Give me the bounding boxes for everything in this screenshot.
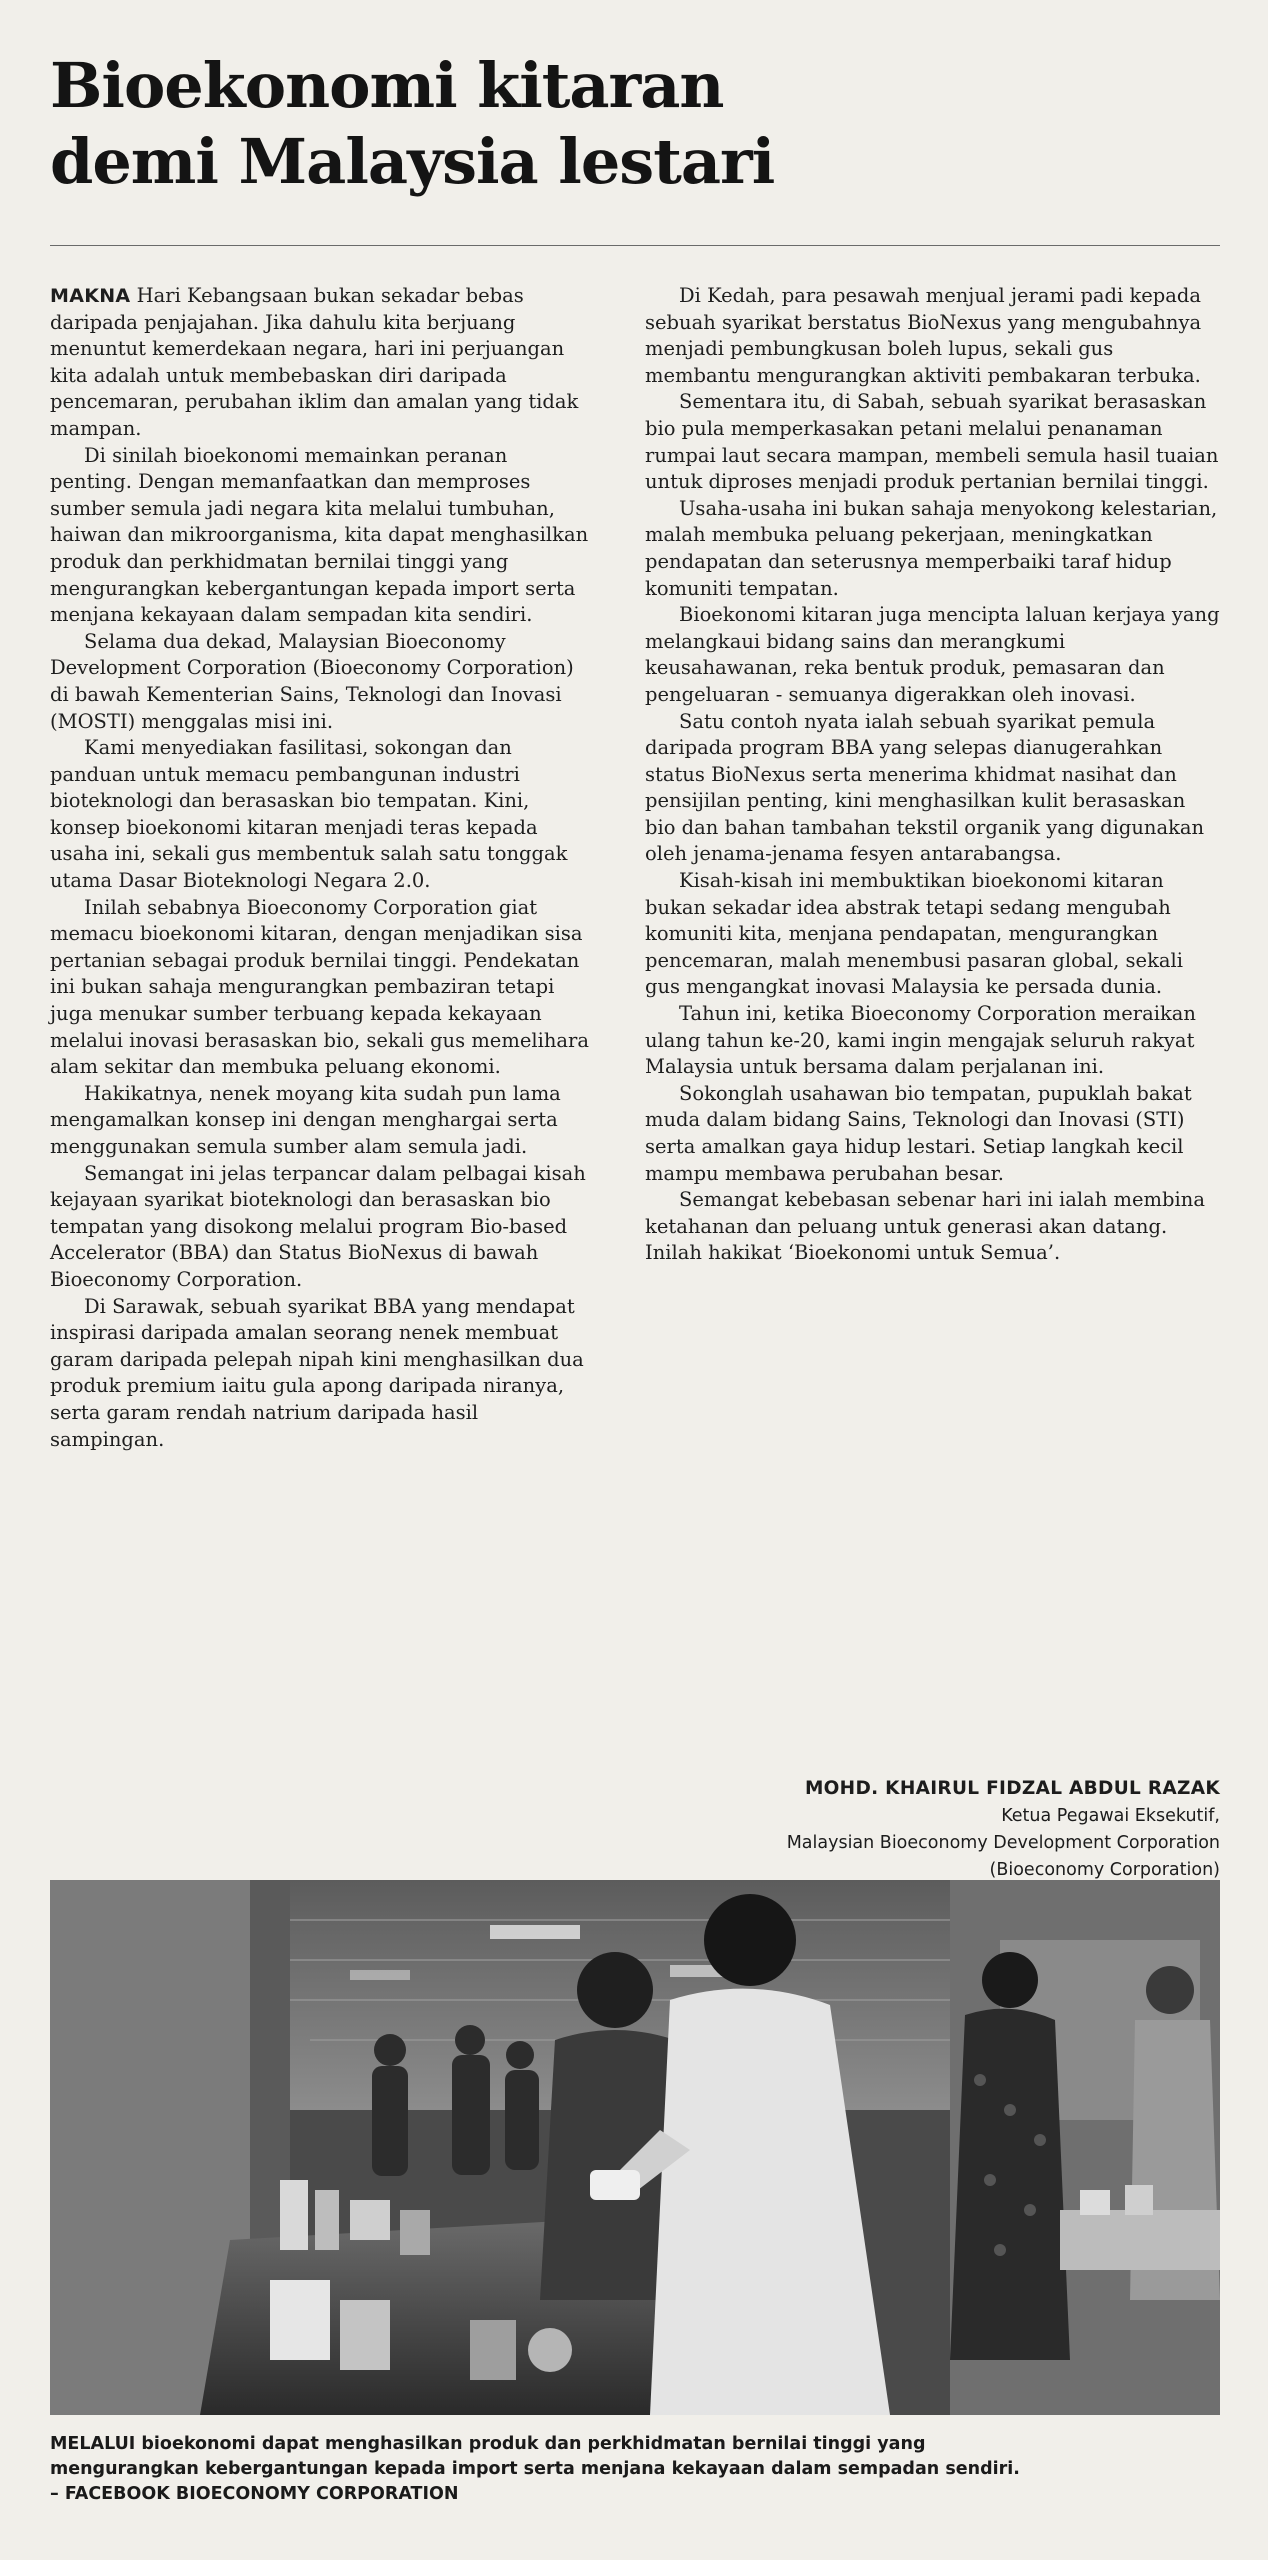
paragraph: Di Kedah, para pesawah menjual jerami padi kepada sebuah syarikat berstatus BioNexus yang mengubahnya menjadi pembungkusan boleh lupus, sekali gus membantu mengurangkan aktiviti pembakaran terbuka. <box>645 284 1202 387</box>
paragraph: Kisah-kisah ini membuktikan bioekonomi kitaran bukan sekadar idea abstrak tetapi sedang mengubah komuniti kita, menjana pendapatan, mengurangkan pencemaran, malah menembusi pasaran global, sekali gus mengangkat inovasi Malaysia ke persada dunia. <box>645 869 1184 999</box>
photo-illustration <box>50 1880 1220 2415</box>
paragraph: Sementara itu, di Sabah, sebuah syarikat berasaskan bio pula memperkasakan petani melalui penanaman rumpai laut secara mampan, membeli semula hasil tuaian untuk diproses menjadi produk pertanian bernilai tinggi. <box>645 390 1219 494</box>
caption-line-2: mengurangkan kebergantungan kepada import serta menjana kekayaan dalam sempadan sendiri. <box>50 2459 1020 2479</box>
paragraph: Tahun ini, ketika Bioeconomy Corporation meraikan ulang tahun ke-20, kami ingin mengajak seluruh rakyat Malaysia untuk bersama dalam perjalanan ini. <box>645 1002 1196 1079</box>
headline-line-2: demi Malaysia lestari <box>50 125 775 198</box>
paragraph: Semangat kebebasan sebenar hari ini ialah membina ketahanan dan peluang untuk generasi akan datang. Inilah hakikat ‘Bioekonomi untuk Semua’. <box>645 1188 1205 1265</box>
paragraph-text: Hari Kebangsaan bukan sekadar bebas daripada penjajahan. Jika dahulu kita berjuang menuntut kemerdekaan negara, hari ini perjuangan kita adalah untuk membebaskan diri daripada pencemaran, perubahan iklim dan amalan yang tidak mampan. <box>50 284 579 440</box>
article-photo <box>50 1880 1220 2415</box>
headline <box>50 48 1210 200</box>
paragraph: Satu contoh nyata ialah sebuah syarikat pemula daripada program BBA yang selepas dianugerahkan status BioNexus serta menerima khidmat nasihat dan pensijilan penting, kini menghasilkan kulit berasaskan bio dan bahan tambahan tekstil organik yang digunakan oleh jenama-jenama fesyen antarabangsa. <box>645 709 1205 866</box>
paragraph: Selama dua dekad, Malaysian Bioeconomy Development Corporation (Bioeconomy Corporation) di bawah Kementerian Sains, Teknologi dan Inovasi (MOSTI) menggalas misi ini. <box>50 629 574 733</box>
photo-caption <box>50 2432 1230 2507</box>
paragraph <box>50 283 590 443</box>
author-organisation: Malaysian Bioeconomy Development Corporation <box>786 1833 1220 1853</box>
paragraph: Di Sarawak, sebuah syarikat BBA yang mendapat inspirasi daripada amalan seorang nenek membuat garam daripada pelepah nipah kini menghasilkan dua produk premium iaitu gula apong daripada niranya, serta garam rendah natrium daripada hasil sampingan. <box>50 1294 584 1451</box>
headline-divider <box>50 245 1220 246</box>
paragraph: Usaha-usaha ini bukan sahaja menyokong kelestarian, malah membuka peluang pekerjaan, meningkatkan pendapatan dan seterusnya memperbaiki taraf hidup komuniti tempatan. <box>645 496 1218 600</box>
caption-credit: – FACEBOOK BIOECONOMY CORPORATION <box>50 2484 459 2504</box>
author-name: MOHD. KHAIRUL FIDZAL ABDUL RAZAK <box>804 1778 1220 1799</box>
author-title: Ketua Pegawai Eksekutif, <box>1001 1806 1220 1826</box>
caption-lead: MELALUI <box>50 2434 136 2454</box>
author-org-short: (Bioeconomy Corporation) <box>989 1860 1220 1880</box>
left-column <box>50 283 590 1453</box>
headline-line-1: Bioekonomi kitaran <box>50 49 724 122</box>
paragraph: Kami menyediakan fasilitasi, sokongan dan panduan untuk memacu pembangunan industri bioteknologi dan berasaskan bio tempatan. Kini, konsep bioekonomi kitaran menjadi teras kepada usaha ini, sekali gus membentuk salah satu tonggak utama Dasar Bioteknologi Negara 2.0. <box>50 736 568 893</box>
paragraph: Bioekonomi kitaran juga mencipta laluan kerjaya yang melangkaui bidang sains dan merangkumi keusahawanan, reka bentuk produk, pemasaran dan pengeluaran - semuanya digerakkan oleh inovasi. <box>645 603 1220 706</box>
paragraph: Hakikatnya, nenek moyang kita sudah pun lama mengamalkan konsep ini dengan menghargai serta menggunakan semula sumber alam semula jadi. <box>50 1081 561 1158</box>
paragraph: Semangat ini jelas terpancar dalam pelbagai kisah kejayaan syarikat bioteknologi dan berasaskan bio tempatan yang disokong melalui program Bio-based Accelerator (BBA) dan Status BioNexus di bawah Bioeconomy Corporation. <box>50 1161 586 1291</box>
paragraph: Sokonglah usahawan bio tempatan, pupuklah bakat muda dalam bidang Sains, Teknologi dan Inovasi (STI) serta amalkan gaya hidup lestari. Setiap langkah kecil mampu membawa perubahan besar. <box>645 1081 1192 1185</box>
right-column <box>645 283 1220 1267</box>
caption-text-1: bioekonomi dapat menghasilkan produk dan perkhidmatan bernilai tinggi yang <box>141 2434 926 2454</box>
kicker: MAKNA <box>50 285 131 307</box>
paragraph: Inilah sebabnya Bioeconomy Corporation giat memacu bioekonomi kitaran, dengan menjadikan sisa pertanian sebagai produk bernilai tinggi. Pendekatan ini bukan sahaja mengurangkan pembaziran tetapi juga menukar sumber terbuang kepada kekayaan melalui inovasi berasaskan bio, sekali gus memelihara alam sekitar dan membuka peluang ekonomi. <box>50 895 589 1079</box>
author-signature <box>580 1775 1220 1884</box>
paragraph: Di sinilah bioekonomi memainkan peranan penting. Dengan memanfaatkan dan memproses sumber semula jadi negara kita melalui tumbuhan, haiwan dan mikroorganisma, kita dapat menghasilkan produk dan perkhidmatan bernilai tinggi yang mengurangkan kebergantungan kepada import serta menjana kekayaan dalam sempadan kita sendiri. <box>50 443 589 627</box>
caption-line-1 <box>50 2432 1230 2457</box>
